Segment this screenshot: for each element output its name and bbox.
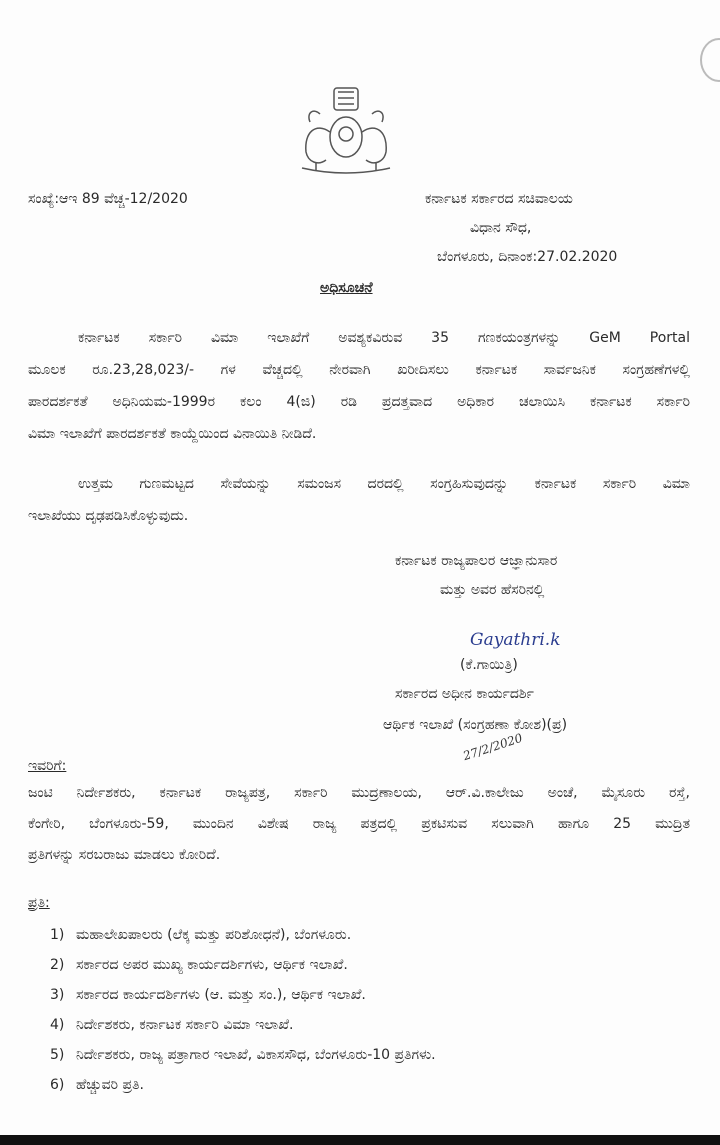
item-number: 4) <box>50 1017 65 1033</box>
item-text: ಸರ್ಕಾರದ ಅಪರ ಮುಖ್ಯ ಕಾರ್ಯದರ್ಶಿಗಳು, ಆರ್ಥಿಕ ಇಲಾಖೆ. <box>76 957 348 973</box>
paragraph-line: ಇಲಾಖೆಯು ದೃಢಪಡಿಸಿಕೊಳ್ಳುವುದು. <box>28 508 189 524</box>
copy-label: ಪ್ರತಿ: <box>28 895 50 911</box>
signatory-name: (ಕೆ.ಗಾಯಿತ್ರಿ) <box>460 657 518 673</box>
item-text: ಸರ್ಕಾರದ ಕಾರ್ಯದರ್ಶಿಗಳು (ಆ. ಮತ್ತು ಸಂ.), ಆರ್ಥಿಕ ಇಲಾಖೆ. <box>76 987 366 1003</box>
signatory-department: ಆರ್ಥಿಕ ಇಲಾಖೆ (ಸಂಗ್ರಹಣಾ ಕೋಶ)(ಪ್ರ) <box>383 717 568 733</box>
item-number: 1) <box>50 927 65 943</box>
state-emblem-icon <box>296 82 396 177</box>
paragraph-line: ಮೂಲಕ ರೂ.23,28,023/- ಗಳ ವೆಚ್ಚದಲ್ಲಿ ನೇರವಾಗಿ ಖರೀದಿಸಲು ಕರ್ನಾಟಕ ಸಾರ್ವಜನಿಕ ಸಂಗ್ರಹಣೆಗಳಲ್ಲಿ <box>28 362 690 378</box>
paragraph-line: ಉತ್ತಮ ಗುಣಮಟ್ಟದ ಸೇವೆಯನ್ನು ಸಮಂಜಸ ದರದಲ್ಲಿ ಸಂಗ್ರಹಿಸುವುದನ್ನು ಕರ್ನಾಟಕ ಸರ್ಕಾರಿ ವಿಮಾ <box>78 476 690 492</box>
list-item <box>50 1040 436 1070</box>
authority-line-1: ಕರ್ನಾಟಕ ರಾಜ್ಯಪಾಲರ ಆಜ್ಞಾನುಸಾರ <box>395 553 558 569</box>
authority-line-2: ಮತ್ತು ಅವರ ಹೆಸರಿನಲ್ಲಿ <box>440 582 545 598</box>
notification-paragraph-2 <box>28 468 690 532</box>
building-name: ವಿಧಾನ ಸೌಧ, <box>470 220 532 236</box>
item-text: ಹೆಚ್ಚುವರಿ ಪ್ರತಿ. <box>76 1077 144 1093</box>
paragraph-line: ವಿಮಾ ಇಲಾಖೆಗೆ ಪಾರದರ್ಶಕತೆ ಕಾಯ್ದೆಯಿಂದ ವಿನಾಯಿತಿ ನೀಡಿದೆ. <box>28 426 317 442</box>
recipient-line: ಜಂಟಿ ನಿರ್ದೇಶಕರು, ಕರ್ನಾಟಕ ರಾಜ್ಯಪತ್ರ, ಸರ್ಕಾರಿ ಮುದ್ರಣಾಲಯ, ಆರ್.ವಿ.ಕಾಲೇಜು ಅಂಚೆ, ಮೈಸೂರು ರಸ್ತೆ, <box>28 785 690 801</box>
place-date: ಬೆಂಗಳೂರು, ದಿನಾಂಕ:27.02.2020 <box>437 249 618 265</box>
floating-button-icon[interactable] <box>700 38 720 82</box>
recipient-block <box>28 778 690 871</box>
list-item <box>50 1070 436 1100</box>
recipient-line: ಪ್ರತಿಗಳನ್ನು ಸರಬರಾಜು ಮಾಡಲು ಕೋರಿದೆ. <box>28 847 221 863</box>
item-number: 3) <box>50 987 65 1003</box>
bottom-bar <box>0 1135 720 1145</box>
list-item <box>50 950 436 980</box>
handwritten-date: 27/2/2020 <box>461 730 525 764</box>
item-text: ಮಹಾಲೇಖಪಾಲರು (ಲೆಕ್ಕ ಮತ್ತು ಪರಿಶೋಧನೆ), ಬೆಂಗಳೂರು. <box>76 927 352 943</box>
item-text: ನಿರ್ದೇಶಕರು, ರಾಜ್ಯ ಪತ್ರಾಗಾರ ಇಲಾಖೆ, ವಿಕಾಸಸೌಧ, ಬೆಂಗಳೂರು-10 ಪ್ರತಿಗಳು. <box>76 1047 436 1063</box>
item-number: 5) <box>50 1047 65 1063</box>
list-item <box>50 980 436 1010</box>
notification-paragraph-1 <box>28 322 690 450</box>
list-item <box>50 1010 436 1040</box>
copy-list <box>50 920 436 1100</box>
reference-number: ಸಂಖ್ಯೆ:ಆಇ 89 ವೆಚ್ಚ-12/2020 <box>28 191 188 207</box>
list-item <box>50 920 436 950</box>
paragraph-line: ಪಾರದರ್ಶಕತೆ ಅಧಿನಿಯಮ-1999ರ ಕಲಂ 4(ಜಿ) ರಡಿ ಪ್ರದತ್ತವಾದ ಅಧಿಕಾರ ಚಲಾಯಿಸಿ ಕರ್ನಾಟಕ ಸರ್ಕಾರಿ <box>28 394 690 410</box>
recipient-line: ಕೆಂಗೇರಿ, ಬೆಂಗಳೂರು-59, ಮುಂದಿನ ವಿಶೇಷ ರಾಜ್ಯ ಪತ್ರದಲ್ಲಿ ಪ್ರಕಟಿಸುವ ಸಲುವಾಗಿ ಹಾಗೂ 25 ಮುದ್ರಿತ <box>28 816 690 832</box>
item-text: ನಿರ್ದೇಶಕರು, ಕರ್ನಾಟಕ ಸರ್ಕಾರಿ ವಿಮಾ ಇಲಾಖೆ. <box>76 1017 294 1033</box>
signature: Gayathri.k <box>470 630 561 650</box>
page-title: ಅಧಿಸೂಚನೆ <box>320 280 373 296</box>
paragraph-line: ಕರ್ನಾಟಕ ಸರ್ಕಾರಿ ವಿಮಾ ಇಲಾಖೆಗೆ ಅವಶ್ಯಕವಿರುವ 35 ಗಣಕಯಂತ್ರಗಳನ್ನು GeM Portal <box>78 330 690 346</box>
signatory-designation: ಸರ್ಕಾರದ ಅಧೀನ ಕಾರ್ಯದರ್ಶಿ <box>395 686 534 702</box>
office-name: ಕರ್ನಾಟಕ ಸರ್ಕಾರದ ಸಚಿವಾಲಯ <box>425 191 573 207</box>
item-number: 6) <box>50 1077 65 1093</box>
item-number: 2) <box>50 957 65 973</box>
to-label: ಇವರಿಗೆ: <box>28 758 67 774</box>
